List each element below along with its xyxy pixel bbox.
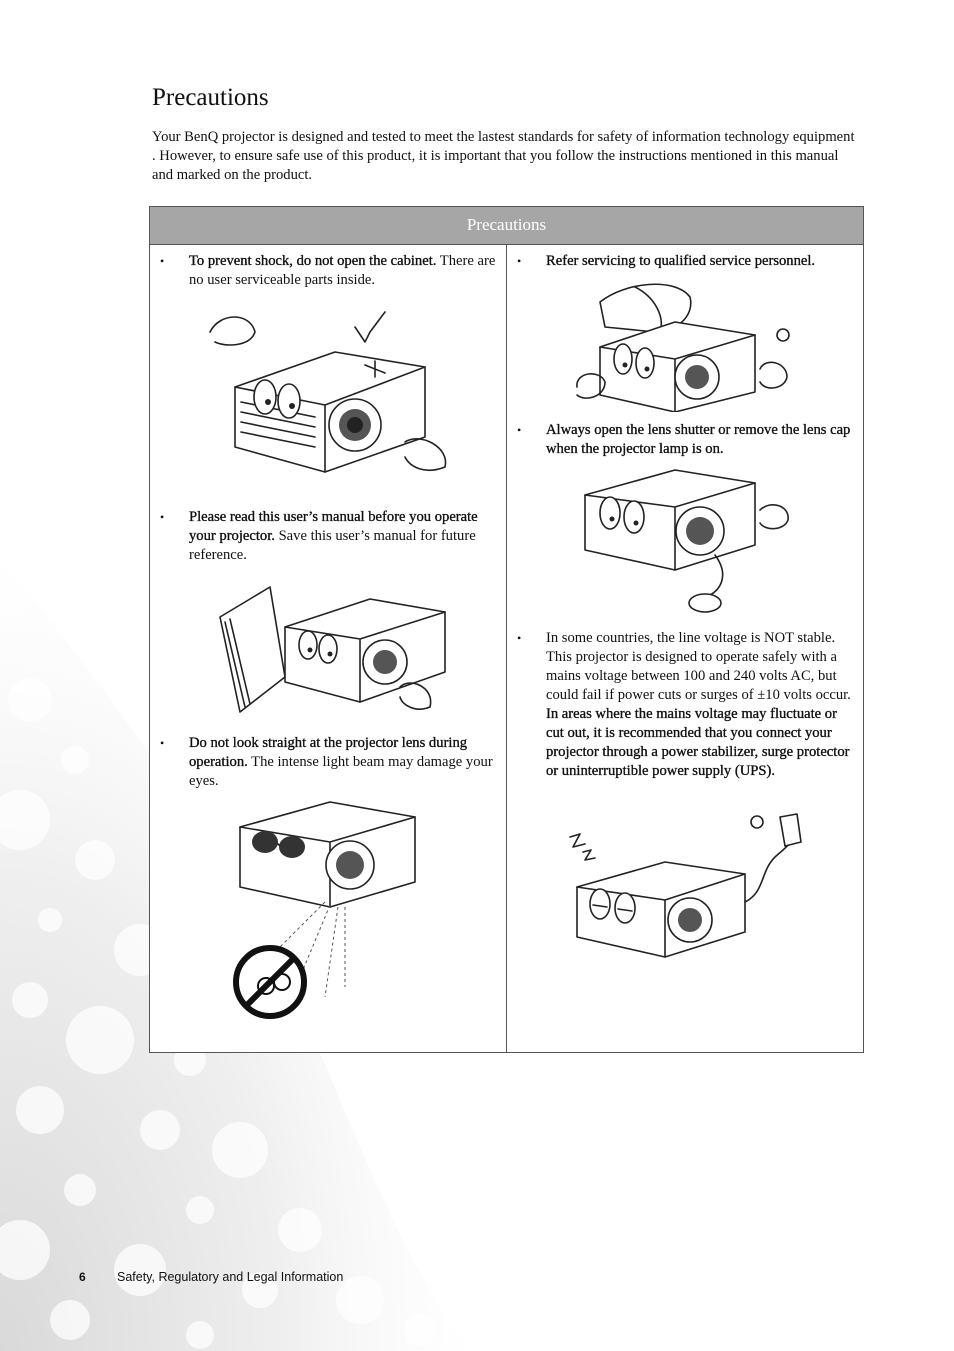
projector-open-cover-illustration xyxy=(565,277,805,412)
precaution-item-lens xyxy=(160,734,499,791)
precaution-item-lens-cap xyxy=(517,421,858,459)
precautions-box xyxy=(149,206,864,1053)
precaution-item-shock xyxy=(160,252,499,290)
precaution-bold-text: Always open the lens shutter or remove the lens cap when the projector lamp is on. xyxy=(546,422,851,457)
bullet-dot: • xyxy=(160,736,165,750)
page-number: 6 xyxy=(79,1270,86,1284)
precaution-bold-text: Do not look straight at the projector lens during operation. xyxy=(189,735,468,770)
precaution-item-voltage xyxy=(517,629,858,781)
precaution-bold-text: Refer servicing to qualified service personnel. xyxy=(546,253,816,269)
precaution-normal-text: In some countries, the line voltage is NOT stable. This projector is designed to operate safely with a mains voltage between 100 and 240 volts AC, but could fail if power cuts or surges of ±10 volts occur. xyxy=(546,630,851,703)
projector-reading-manual-illustration xyxy=(210,577,450,717)
footer-section-title: Safety, Regulatory and Legal Information xyxy=(117,1270,344,1284)
page-title: Precautions xyxy=(152,84,269,111)
precaution-normal-text: Save this user’s manual for future reference. xyxy=(189,528,476,563)
precaution-item-manual xyxy=(160,508,499,565)
precaution-normal-text: The intense light beam may damage your eyes. xyxy=(189,754,493,789)
bullet-dot: • xyxy=(160,510,165,524)
precautions-box-header: Precautions xyxy=(150,207,863,245)
precaution-item-servicing xyxy=(517,252,858,271)
precaution-normal-text: There are no user serviceable parts inside. xyxy=(189,253,496,288)
bullet-dot: • xyxy=(517,254,522,268)
no-looking-sign-icon xyxy=(230,942,310,1022)
bullet-dot: • xyxy=(160,254,165,268)
intro-paragraph: Your BenQ projector is designed and tested to meet the lastest standards for safety of information technology equipment . However, to ensure safe use of this product, it is important that you follow the instructions mentioned in this manual and marked on the product. xyxy=(152,129,855,183)
precaution-bold-text: To prevent shock, do not open the cabinet. xyxy=(189,253,437,269)
bullet-dot: • xyxy=(517,631,522,645)
projector-shock-illustration xyxy=(205,307,460,477)
projector-lens-cap-illustration xyxy=(580,465,795,620)
bullet-dot: • xyxy=(517,423,522,437)
column-divider xyxy=(506,245,507,1052)
precaution-bold-text: Please read this user’s manual before you operate your projector. xyxy=(189,509,478,544)
precaution-bold-text: In areas where the mains voltage may fluctuate or cut out, it is recommended that you connect your projector through a power stabilizer, surge protector or uninterruptible power supply (UPS). xyxy=(546,706,850,779)
projector-sleeping-power-illustration xyxy=(565,812,805,962)
